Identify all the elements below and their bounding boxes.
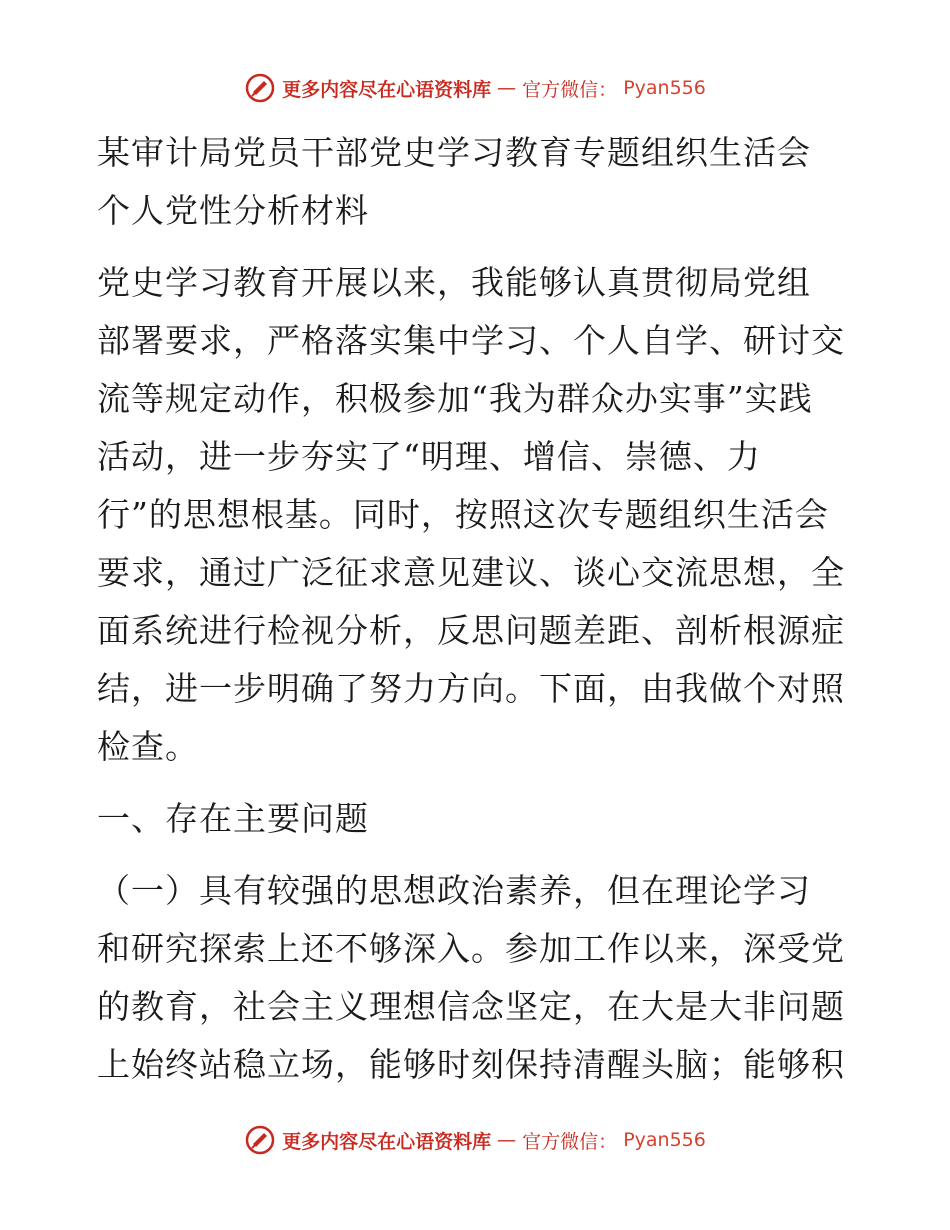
logo-icon xyxy=(244,72,276,104)
paragraph-line: 的教育，社会主义理想信念坚定，在大是大非问题 xyxy=(97,987,845,1026)
document-title xyxy=(97,124,857,240)
watermark-bottom xyxy=(0,1124,950,1156)
paragraph-line: 和研究探索上还不够深入。参加工作以来，深受党 xyxy=(97,929,845,968)
logo-icon xyxy=(244,1124,276,1156)
paragraph-line: 部署要求，严格落实集中学习、个人自学、研讨交 xyxy=(97,321,845,360)
watermark-dash: — xyxy=(497,1129,517,1151)
watermark-main-text: 更多内容尽在心语资料库 xyxy=(282,1130,492,1153)
watermark-official-label: 官方微信： xyxy=(522,1130,618,1153)
intro-paragraph xyxy=(97,254,857,776)
paragraph-line: 要求，通过广泛征求意见建议、谈心交流思想，全 xyxy=(97,553,845,592)
subsection-paragraph xyxy=(97,862,857,1094)
document-body xyxy=(97,124,857,1094)
watermark-wechat-id: Pyan556 xyxy=(623,77,706,99)
section-heading: 一、存在主要问题 xyxy=(97,799,369,838)
paragraph-line: 行”的思想根基。同时，按照这次专题组织生活会 xyxy=(97,495,829,534)
title-line: 个人党性分析材料 xyxy=(97,191,369,230)
watermark-top xyxy=(0,72,950,104)
watermark-official-label: 官方微信： xyxy=(522,78,618,101)
paragraph-line: 流等规定动作，积极参加“我为群众办实事”实践 xyxy=(97,379,813,418)
paragraph-line: 结，进一步明确了努力方向。下面，由我做个对照 xyxy=(97,669,845,708)
paragraph-line: 检查。 xyxy=(97,727,199,766)
paragraph-line: 上始终站稳立场，能够时刻保持清醒头脑；能够积 xyxy=(97,1045,845,1084)
paragraph-line: （一）具有较强的思想政治素养，但在理论学习 xyxy=(97,871,811,910)
watermark-wechat-id: Pyan556 xyxy=(623,1129,706,1151)
paragraph-line: 党史学习教育开展以来，我能够认真贯彻局党组 xyxy=(97,263,811,302)
watermark-main-text: 更多内容尽在心语资料库 xyxy=(282,78,492,101)
paragraph-line: 面系统进行检视分析，反思问题差距、剖析根源症 xyxy=(97,611,845,650)
watermark-dash: — xyxy=(497,77,517,99)
paragraph-line: 活动，进一步夯实了“明理、增信、崇德、力 xyxy=(97,437,761,476)
title-line: 某审计局党员干部党史学习教育专题组织生活会 xyxy=(97,133,811,172)
